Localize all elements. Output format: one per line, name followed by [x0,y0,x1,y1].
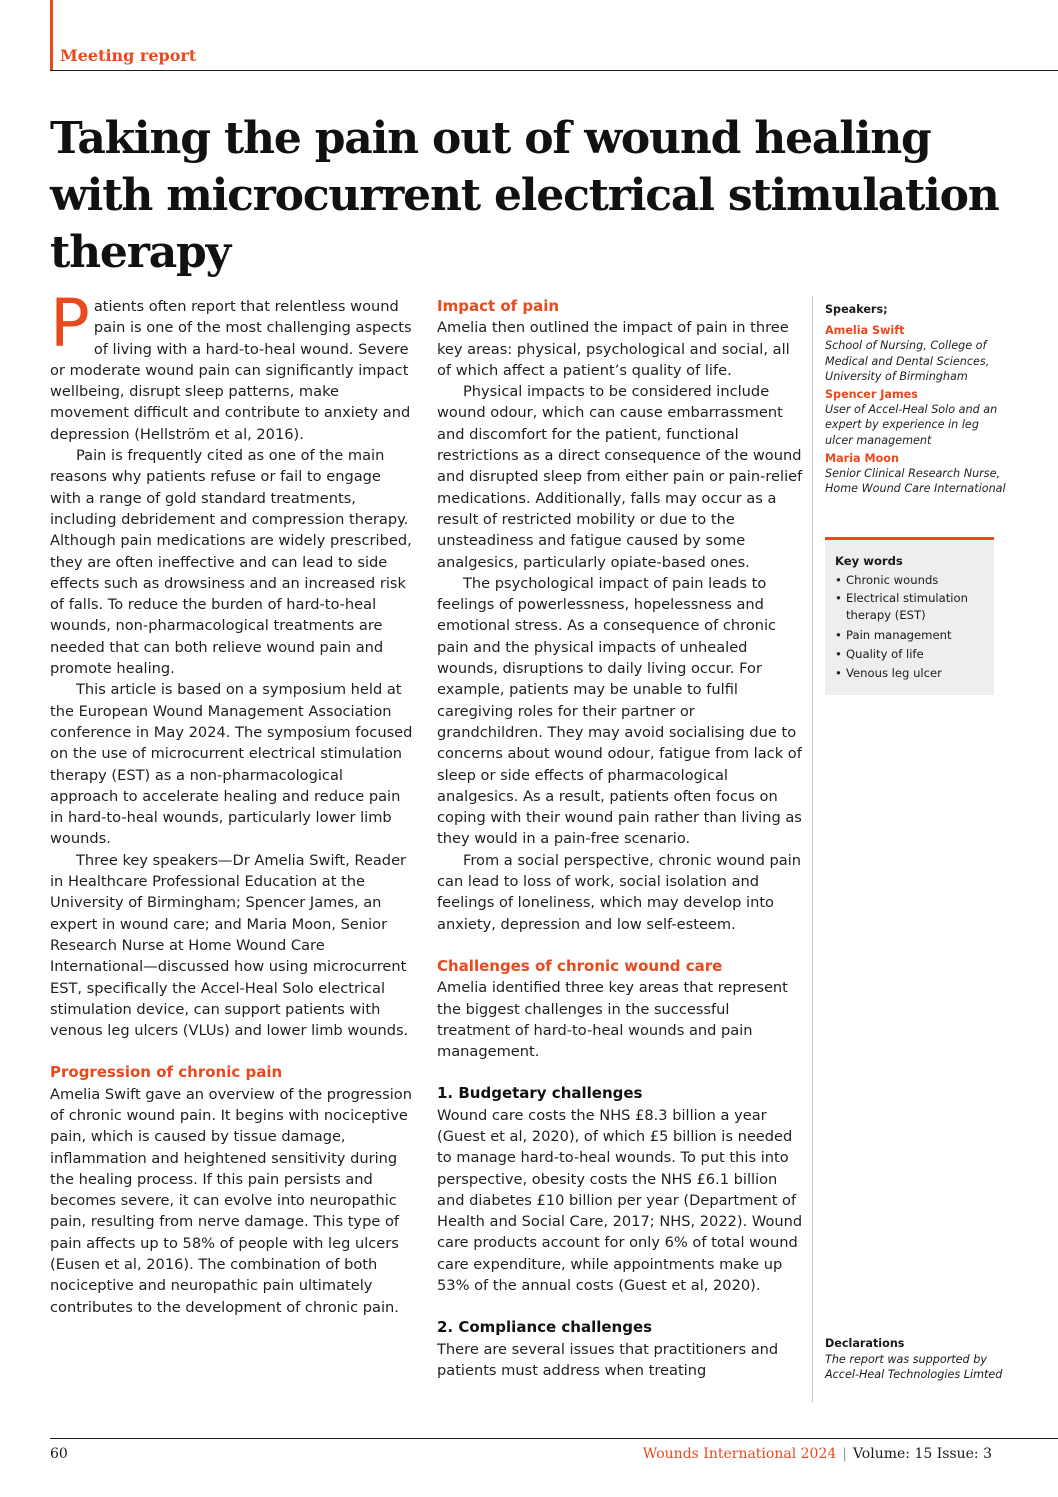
footer-rule [50,1438,1058,1439]
intro-text: atients often report that relentless wound pain is one of the most challenging aspects of living with a hard-to-heal wound. Severe or moderate wound pain can significantly impact wellbeing, disrupt sleep patterns, make movement difficult and contribute to anxiety and depression (Hellström et al, 2016). [50,298,412,443]
body-paragraph: This article is based on a symposium held at the European Wound Management Association conference in May 2024. The symposium focused on the use of microcurrent electrical stimulation therapy (EST) as a non-pharmacological approach to accelerate healing and reduce pain in hard-to-heal wounds, particularly lower limb wounds. [50,681,413,848]
section-marker-bar [50,0,53,70]
page-number: 60 [50,1446,68,1462]
speaker-affiliation: User of Accel-Heal Solo and an expert by experience in leg ulcer management [825,403,998,447]
speaker-affiliation: School of Nursing, College of Medical and Dental Sciences, University of Birmingham [825,339,990,383]
speaker-name: Amelia Swift [825,324,905,338]
declarations-heading: Declarations [825,1337,905,1350]
speaker-name: Spencer James [825,388,918,402]
heading-impact-of-pain: Impact of pain [437,297,560,315]
key-words-heading: Key words [835,554,903,568]
key-word-item: • Electrical stimulation therapy (EST) [835,590,986,624]
heading-compliance-challenges: 2. Compliance challenges [437,1318,653,1337]
key-words-box [825,537,994,695]
key-word-item: • Chronic wounds [835,571,986,590]
body-paragraph: There are several issues that practitioners and patients must address when treating [437,1340,779,1379]
declarations-panel [825,1336,1005,1383]
speaker-name: Maria Moon [825,451,899,465]
speakers-heading: Speakers; [825,303,888,316]
body-paragraph: Three key speakers—Dr Amelia Swift, Reader in Healthcare Professional Education at the University of Birmingham; Spencer James, an expert in wound care; and Maria Moon, Senior Research Nurse at Home Wound Care International—discussed how using microcurrent EST, specifically the Accel-Heal Solo electrical stimulation device, can support patients with venous leg ulcers (VLUs) and lower limb wounds. [50,851,409,1040]
declarations-text: The report was supported by Accel-Heal Technologies Limted [825,1352,1003,1381]
journal-name: Wounds International 2024 [642,1446,837,1462]
body-paragraph: Wound care costs the NHS £8.3 billion a year (Guest et al, 2020), of which £5 billion is needed to manage hard-to-heal wounds. To put this into perspective, obesity costs the NHS £6.1 billion and diabetes £10 billion per year (Department of Health and Social Care, 2017; NHS, 2022). Wound care products account for only 6% of total wound care expenditure, while appointments make up 53% of the annual costs (Guest et al, 2020). [437,1106,803,1295]
volume-issue: Volume: 15 Issue: 3 [852,1446,992,1462]
intro-paragraph [50,285,414,445]
body-paragraph: The psychological impact of pain leads to feelings of powerlessness, hopelessness and emotional stress. As a consequence of chronic pain and the physical impacts of unhealed wounds, disruptions to daily living occur. For example, patients may be unable to fulfil caregiving roles for their partner or grandchildren. They may avoid socialising due to concerns about wound odour, fatigue from lack of sleep or side effects of pharmacological analgesics. As a result, patients often focus on coping with their wound pain rather than living as they would in a pain-free scenario. [437,574,802,848]
body-paragraph: Physical impacts to be considered include wound odour, which can cause embarrassment and discomfort for the patient, functional restrictions as a direct consequence of the wound and disrupted sleep from either pain or pain-relief medications. Additionally, falls may occur as a result of restricted mobility or due to the unsteadiness and fatigue caused by some analgesics, particularly opiate-based ones. [437,383,803,571]
speaker-affiliation: Senior Clinical Research Nurse, Home Wound Care International [825,467,1006,496]
header-rule [50,70,1058,71]
drop-cap: P [50,285,90,362]
body-paragraph: Amelia then outlined the impact of pain in three key areas: physical, psychological and social, all of which affect a patient’s quality of life. [437,319,790,379]
body-paragraph: Amelia Swift gave an overview of the progression of chronic wound pain. It begins with nociceptive pain, which is caused by tissue damage, inflammation and heightened sensitivity during the healing process. If this pain persists and becomes severe, it can evolve into neuropathic pain, resulting from nerve damage. This type of pain affects up to 58% of people with leg ulcers (Eusen et al, 2016). The combination of both nociceptive and neuropathic pain ultimately contributes to the development of chronic pain. [50,1085,412,1316]
body-paragraph: Pain is frequently cited as one of the main reasons why patients refuse or fail to engage with a range of gold standard treatments, including debridement and compression therapy. Although pain medications are widely prescribed, they are often ineffective and can lead to side effects such as drowsiness and an increased risk of falls. To reduce the burden of hard-to-heal wounds, non-pharmacological treatments are needed that can both relieve wound pain and promote healing. [50,447,412,678]
body-paragraph: Amelia identified three key areas that represent the biggest challenges in the successful treatment of hard-to-heal wounds and pain management. [437,979,788,1061]
footer-separator: | [842,1446,847,1462]
key-words-list [835,571,986,683]
heading-budgetary-challenges: 1. Budgetary challenges [437,1084,643,1103]
speakers-panel [825,302,1010,496]
body-column-left [50,285,414,1318]
heading-challenges: Challenges of chronic wound care [437,956,723,975]
column-divider [812,296,813,1402]
key-word-item: • Quality of life [835,645,986,664]
key-word-item: • Pain management [835,626,986,645]
body-paragraph: From a social perspective, chronic wound pain can lead to loss of work, social isolation and feelings of loneliness, which may develop into anxiety, depression and low self-esteem. [437,851,802,933]
section-label: Meeting report [60,46,197,65]
body-column-middle [437,296,803,1381]
key-word-item: • Venous leg ulcer [835,664,986,683]
heading-progression-of-chronic-pain: Progression of chronic pain [50,1063,283,1082]
article-title: Taking the pain out of wound healing with microcurrent electrical stimulation therapy [50,113,999,278]
journal-citation [643,1446,992,1462]
